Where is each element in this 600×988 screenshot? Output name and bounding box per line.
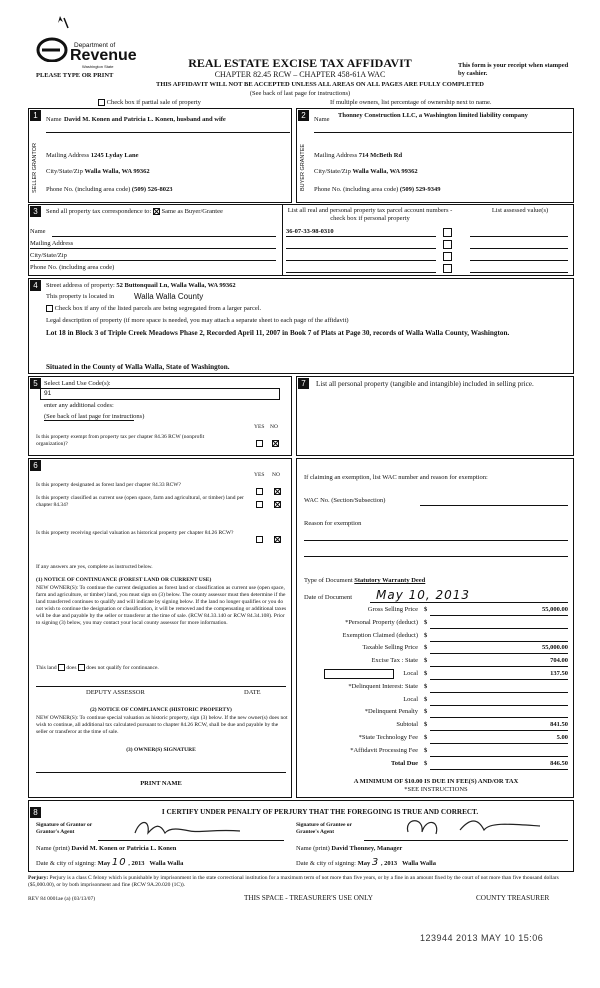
legal-label: Legal description of property (if more space is needed, you may attach a separate sheet to each page of the affidavit) [46, 317, 349, 324]
revenue-word: Revenue [70, 47, 137, 64]
dor-logo [36, 14, 137, 69]
partial-sale[interactable] [98, 99, 201, 107]
seller-name-label: Name [46, 116, 62, 123]
if-yes-note: If any answers are yes, complete as instructed below. [36, 564, 153, 570]
perjury-label: Perjury: [28, 875, 49, 881]
s5-see-back: (See back of last page for instructions) [44, 413, 145, 420]
tax-row-label: *Delinquent Interest: State [348, 683, 418, 690]
section-5-number: 5 [30, 378, 41, 389]
tax-row-line [430, 615, 568, 616]
currency-symbol: $ [424, 708, 428, 715]
s5-yes: YES [254, 424, 265, 430]
owner-signature-label: (3) OWNER(S) SIGNATURE [126, 747, 196, 753]
notice2-title: (2) NOTICE OF COMPLIANCE (HISTORIC PROPERTY) [90, 707, 232, 713]
tax-row-label: *State Technology Fee [358, 734, 418, 741]
buyer-phone[interactable] [314, 186, 441, 194]
tax-row-line [430, 679, 568, 680]
grantor-signature[interactable] [130, 815, 250, 841]
tax-row-line [430, 628, 568, 629]
s3-name-label: Name [30, 228, 46, 235]
tax-row-label: Taxable Selling Price [362, 644, 418, 651]
tax-row-value[interactable]: 5.00 [556, 734, 568, 741]
forest-yes-checkbox[interactable] [256, 488, 263, 495]
partial-sale-label: Check box if partial sale of property [106, 99, 201, 106]
buyer-name[interactable]: Thonney Construction LLC, a Washington limited liability company [338, 112, 528, 119]
seller-city[interactable] [46, 168, 150, 176]
currency-symbol: $ [424, 606, 428, 613]
currency-symbol: $ [424, 734, 428, 741]
buyer-phone-value: (509) 529-9349 [399, 186, 441, 193]
section-2-number: 2 [298, 110, 309, 121]
buyer-city[interactable] [314, 168, 418, 176]
located-in [46, 293, 114, 301]
currency-symbol: $ [424, 721, 428, 728]
buyer-name-label: Name [314, 116, 330, 123]
notice1-title: (1) NOTICE OF CONTINUANCE (FOREST LAND OR CURRENT USE) [36, 577, 212, 583]
print-name-label: PRINT NAME [140, 780, 182, 787]
grantee-day: 3 [371, 857, 380, 868]
land-use-input[interactable] [40, 388, 280, 400]
tax-row-label: Local [403, 670, 418, 677]
see-back-header: (See back of last page for instructions) [249, 90, 351, 97]
notice2-body: NEW OWNER(S): To continue special valuation as historic property, sign (3) below. If the new owner(s) does not wish to continue, all additional tax calculated pursuant to chapter 84.26 RCW, shall be due and payable by the seller or transferor at the time of sale. [36, 715, 288, 735]
local-rate-input[interactable] [324, 669, 394, 679]
parcel-checkbox-4[interactable] [443, 264, 452, 273]
please-type: PLEASE TYPE OR PRINT [36, 72, 114, 79]
buyer-address[interactable] [314, 152, 402, 160]
treasurer-space: THIS SPACE - TREASURER'S USE ONLY [244, 894, 373, 902]
tax-row-line [430, 717, 568, 718]
historic-no-checkbox[interactable] [274, 536, 281, 543]
doc-date-value[interactable]: May 10, 2013 [376, 588, 471, 602]
tax-row-label: Total Due [390, 760, 418, 767]
minimum-fee: A MINIMUM OF $10.00 IS DUE IN FEE(S) AND/OR TAX [353, 778, 519, 785]
grantee-name-label: Name (print) [296, 845, 330, 852]
tax-row-line [430, 666, 568, 667]
seller-name[interactable]: David M. Konen and Patricia L. Konen, husband and wife [64, 116, 226, 123]
does-label: does [66, 664, 77, 671]
current-use-question: Is this property classified as current use (open space, farm and agricultural, or timber) land per chapter 84.34? [36, 495, 244, 508]
grantee-month: May [357, 860, 371, 867]
partial-sale-checkbox[interactable] [98, 99, 105, 106]
grantor-name-value: David M. Konen or Patricia L. Konen [71, 845, 177, 852]
chapters: CHAPTER 82.45 RCW – CHAPTER 458-61A WAC [214, 70, 386, 79]
tax-row-value[interactable]: 846.50 [550, 760, 568, 767]
buyer-address-value: 714 McBeth Rd [358, 152, 403, 159]
grantor-sig-label: Signature of Grantor or Grantor's Agent [36, 822, 93, 835]
currency-symbol: $ [424, 670, 428, 677]
seller-address-value: 1245 Lyday Lane [90, 152, 139, 159]
situated: Situated in the County of Walla Walla, State of Washington. [46, 363, 230, 371]
land-use-value: 91 [44, 390, 52, 397]
parcel-checkbox-3[interactable] [443, 252, 452, 261]
seller-address-label: Mailing Address [46, 152, 90, 159]
tax-row-label: *Delinquent Penalty [364, 708, 418, 715]
grantor-year: , 2013 [128, 860, 145, 867]
grantor-month: May [97, 860, 111, 867]
currency-symbol: $ [424, 760, 428, 767]
grantor-city: Walla Walla [149, 860, 184, 867]
current-use-yes-checkbox[interactable] [256, 501, 263, 508]
this-land-label: This land [36, 664, 57, 671]
tax-row-label: Subtotal [396, 721, 418, 728]
buyer-city-value: Walla Walla, WA 99362 [352, 168, 418, 175]
section-1-number: 1 [30, 110, 41, 121]
send-label: Send all property tax correspondence to: [46, 208, 152, 215]
historic-question: Is this property receiving special valuation as historical property per chapter 84.26 RCW? [36, 530, 234, 536]
seller-city-value: Walla Walla, WA 99362 [84, 168, 150, 175]
send-correspondence [46, 208, 223, 216]
tax-row-value[interactable]: 55,000.00 [542, 606, 568, 613]
deputy-assessor: DEPUTY ASSESSOR [86, 689, 145, 696]
section-4-number: 4 [30, 280, 41, 291]
buyer-address-label: Mailing Address [314, 152, 358, 159]
same-as-label: Same as Buyer/Grantee [161, 208, 223, 215]
reason-label: Reason for exemption [304, 520, 362, 527]
tax-row-value[interactable]: 55,000.00 [542, 644, 568, 651]
wac-label: WAC No. (Section/Subsection) [304, 497, 386, 504]
s5-no: NO [270, 424, 278, 430]
section-7-number: 7 [298, 378, 309, 389]
seller-phone-label: Phone No. (including area code) [46, 186, 131, 193]
parcel-checkbox-1[interactable] [443, 228, 452, 237]
this-land [36, 664, 159, 672]
tax-row-label: Exemption Claimed (deduct) [342, 632, 418, 639]
perjury-text: Perjury is a class C felony which is punishable by imprisonment in the state correctional institution for a maximum term of not more than five years, or by a fine in an amount fixed by the court of not more than five thousand dollars ($5,000.00), or by both imprisonment and fine (RCW 9A.20.020 (1C)). [28, 875, 559, 888]
current-use-no-checkbox[interactable] [274, 501, 281, 508]
tax-row-line [430, 641, 568, 642]
grantor-name-label: Name (print) [36, 845, 70, 852]
street-label: Street address of property: [46, 282, 115, 289]
forest-question: Is this property designated as forest land per chapter 84.33 RCW? [36, 482, 181, 488]
perjury-warning [28, 875, 574, 889]
s6-yes: YES [254, 472, 265, 478]
receipt-note: This form is your receipt when stamped by cashier. [458, 62, 569, 77]
tax-row-line [430, 730, 568, 731]
buyer-city-label: City/State/Zip [314, 168, 351, 175]
legal-description[interactable]: Lot 18 in Block 3 of Triple Creek Meadows Phase 2, Recorded April 11, 2007 in Book 7 of Plats at Page 30, records of Walla Walla County, Washington. [46, 329, 510, 337]
grantee-sig-label: Signature of Grantee or Grantee's Agent [296, 822, 352, 835]
tax-row-line [430, 692, 568, 693]
grantee-name-value: David Thonney, Manager [331, 845, 403, 852]
seller-side-label: SELLER GRANTOR [32, 142, 38, 193]
grantee-city: Walla Walla [401, 860, 436, 867]
exempt-question: Is this property exempt from property tax per chapter 84.36 RCW (nonprofit organization)? [36, 434, 205, 447]
does-checkbox[interactable] [58, 664, 65, 671]
exemption-question: If claiming an exemption, list WAC number and reason for exemption: [304, 474, 488, 481]
currency-symbol: $ [424, 747, 428, 754]
multiple-owners: If multiple owners, list percentage of ownership next to name. [330, 99, 492, 106]
currency-symbol: $ [424, 619, 428, 626]
certify-statement: I CERTIFY UNDER PENALTY OF PERJURY THAT THE FOREGOING IS TRUE AND CORRECT. [161, 808, 479, 816]
section-6-number: 6 [30, 460, 41, 471]
treasurer-stamp: 123944 2013 MAY 10 15:06 [420, 933, 544, 943]
section-8-number: 8 [30, 807, 41, 818]
personal-property-label: List all personal property (tangible and intangible) included in selling price. [316, 380, 534, 388]
tax-row-value[interactable]: 137.50 [550, 670, 568, 677]
street-value: 52 Buttonquail Ln, Walla Walla, WA 99362 [116, 282, 236, 289]
deputy-date: DATE [244, 689, 261, 696]
tax-row-value[interactable]: 704.00 [550, 657, 568, 664]
segregated-checkbox[interactable] [46, 305, 53, 312]
parcel-checkbox-2[interactable] [443, 240, 452, 249]
s3-address-label: Mailing Address [30, 240, 74, 247]
doc-date-label: Date of Document [304, 594, 353, 601]
grantor-day: 10 [111, 857, 127, 868]
tax-row-line [430, 756, 568, 757]
grantor-date-city[interactable] [36, 859, 183, 868]
tax-row-label: *Personal Property (deduct) [345, 619, 418, 626]
grantee-year: , 2013 [380, 860, 398, 867]
currency-symbol: $ [424, 683, 428, 690]
segregated[interactable] [46, 305, 261, 313]
grantor-date-label: Date & city of signing: [36, 860, 96, 867]
parcel-header: List all real and personal property tax parcel account numbers - check box if personal property [287, 207, 453, 222]
grantee-signature[interactable] [400, 812, 550, 842]
county-value[interactable]: Walla Walla County [134, 292, 204, 301]
doc-type-label: Type of Document [304, 577, 353, 584]
buyer-phone-label: Phone No. (including area code) [314, 186, 399, 193]
section-3-number: 3 [30, 206, 41, 217]
grantee-date-city[interactable] [296, 859, 436, 868]
grantee-name-print[interactable] [296, 845, 402, 853]
state-word: Washington State [82, 64, 114, 69]
grantee-date-label: Date & city of signing: [296, 860, 356, 867]
tax-row-line [430, 653, 568, 654]
exempt-no-checkbox[interactable] [272, 440, 279, 447]
s3-city-label: City/State/Zip [30, 252, 67, 259]
tax-row-line [430, 769, 568, 770]
assessed-header: List assessed value(s) [491, 207, 549, 214]
located-label: This property is located in [46, 293, 115, 300]
seller-address[interactable] [46, 152, 138, 160]
currency-symbol: $ [424, 657, 428, 664]
doc-type[interactable] [304, 577, 425, 585]
tax-row-line [430, 743, 568, 744]
land-use-label: Select Land Use Code(s): [44, 380, 111, 387]
doc-type-value: Statutory Warranty Deed [354, 577, 426, 584]
s3-phone-label: Phone No. (including area code) [30, 264, 115, 271]
form-number: REV 84 0001ae (a) (03/13/07) [28, 896, 96, 902]
county-treasurer: COUNTY TREASURER [476, 894, 550, 902]
does-not-label: does not qualify for continuance. [86, 664, 159, 671]
tax-row-label: *Affidavit Processing Fee [350, 747, 418, 754]
s6-no: NO [272, 472, 280, 478]
tax-row-label: Local [403, 696, 418, 703]
additional-codes: enter any additional codes: [44, 402, 114, 409]
exempt-yes-checkbox[interactable] [256, 440, 263, 447]
forest-no-checkbox[interactable] [274, 488, 281, 495]
currency-symbol: $ [424, 644, 428, 651]
see-instructions: *SEE INSTRUCTIONS [404, 786, 468, 793]
tax-row-label: Gross Selling Price [367, 606, 418, 613]
historic-yes-checkbox[interactable] [256, 536, 263, 543]
currency-symbol: $ [424, 696, 428, 703]
notice1-body: NEW OWNER(S): To continue the current designation as forest land or classification as current use (open space, farm and agriculture, or timber) land, you must sign on (3) below. The county assessor must then determine if the land transferred continues to qualify and will indicate by signing below. If the land no longer qualifies or you do not wish to continue the designation or classification, it will be removed and the compensating or additional taxes will be due and payable by the seller or transferor at the time of sale. (RCW 84.33.140 or RCW 84.34.108). Prior to signing (3) below, you may contact your local county assessor for more information. [36, 585, 287, 626]
currency-symbol: $ [424, 632, 428, 639]
parcel-number[interactable]: 36-07-33-98-0310 [286, 228, 334, 235]
dept-of: Department of [74, 42, 116, 49]
tax-row-value[interactable]: 841.50 [550, 721, 568, 728]
grantor-name-print[interactable] [36, 845, 176, 853]
buyer-side-label: BUYER GRANTEE [300, 143, 306, 192]
form-title: REAL ESTATE EXCISE TAX AFFIDAVIT [188, 56, 412, 70]
tax-row-label: Excise Tax : State [371, 657, 418, 664]
not-accepted: THIS AFFIDAVIT WILL NOT BE ACCEPTED UNLESS ALL AREAS ON ALL PAGES ARE FULLY COMPLETED [156, 81, 484, 88]
segregated-label: Check box if any of the listed parcels are being segregated from a larger parcel. [54, 305, 262, 312]
seller-phone-value: (509) 526-8023 [131, 186, 173, 193]
seller-city-label: City/State/Zip [46, 168, 83, 175]
street-address[interactable] [46, 282, 236, 290]
does-not-checkbox[interactable] [78, 664, 85, 671]
tax-row-line [430, 705, 568, 706]
seller-phone[interactable] [46, 186, 173, 194]
same-as-buyer-checkbox[interactable] [153, 208, 160, 215]
